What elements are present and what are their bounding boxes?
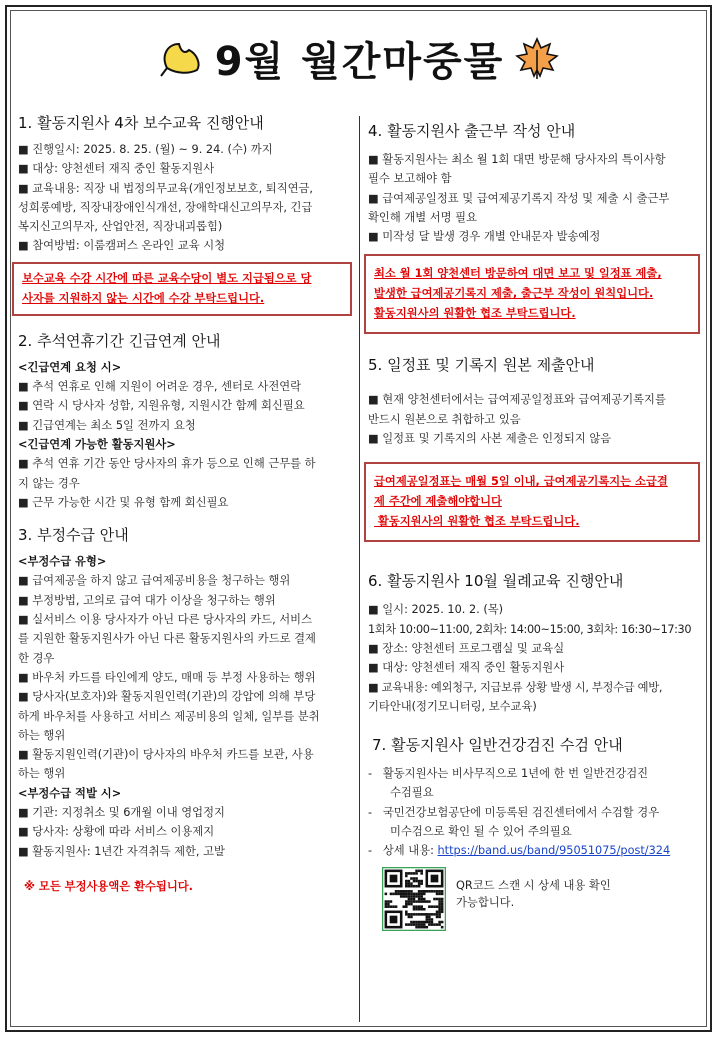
maple-leaf-icon [514, 36, 560, 80]
sec4-line: ■ 활동지원사는 최소 월 1회 대면 방문해 당사자의 특이사항 [368, 153, 666, 166]
qr-caption-line: QR코드 스캔 시 상세 내용 확인 [456, 878, 611, 892]
sec3-line: ■ 급여제공을 하지 않고 급여제공비용을 청구하는 행위 [18, 574, 291, 588]
sec3-line: ■ 부정방법, 고의로 급여 대가 이상을 청구하는 행위 [18, 593, 276, 607]
qr-code-icon[interactable] [382, 867, 446, 931]
sec3-line: 하는 행위 [18, 728, 66, 742]
sec5-callout-line: 급여제공일정표는 매월 5일 이내, 급여제공기록지는 소급결 [374, 475, 668, 489]
right-column [368, 120, 700, 931]
section-7 [368, 734, 700, 930]
section-6-title: 6. 활동지원사 10월 월례교육 진행안내 [368, 572, 624, 591]
sec7-item: - 활동지원사는 비사무직으로 1년에 한 번 일반건강검진 [368, 767, 649, 781]
sec5-line: 반드시 원본으로 취합하고 있음 [368, 412, 521, 426]
qr-caption [456, 877, 611, 911]
title-text: 9월 월간마중물 [214, 38, 505, 85]
sec2-line: 지 않는 경우 [18, 476, 80, 490]
sec5-line: ■ 일정표 및 기록지의 사본 제출은 인정되지 않음 [368, 432, 612, 446]
sec2-line: ■ 근무 가능한 시간 및 유형 함께 회신필요 [18, 495, 229, 509]
sec7-item: - 국민건강보험공단에 미등록된 검진센터에서 수검할 경우 [368, 805, 660, 819]
section-3 [18, 524, 352, 897]
sec3-line: 하게 바우처를 사용하고 서비스 제공비용의 일체, 일부를 분취 [18, 709, 320, 723]
sec3-line: 를 지원한 활동지원사가 아닌 다른 활동지원사의 카드로 결제 [18, 632, 316, 646]
sec6-line: ■ 대상: 양천센터 재직 중인 활동지원사 [368, 661, 565, 675]
sec6-line: ■ 장소: 양천센터 프로그램실 및 교육실 [368, 641, 565, 655]
sec4-callout-line: 최소 월 1회 양천센터 방문하여 대면 보고 및 일정표 제출, [374, 267, 662, 281]
sec3-line: ■ 활동지원인력(기관)이 당사자의 바우처 카드를 보관, 사용 [18, 748, 314, 762]
sec6-line: 기타안내(정기모니터링, 보수교육) [368, 699, 537, 713]
sec4-line: 확인해 개별 서명 필요 [368, 210, 477, 224]
section-6 [368, 570, 700, 716]
left-column [18, 112, 352, 897]
sec5-callout-line: 활동지원사의 원활한 협조 부탁드립니다. [374, 515, 580, 529]
sec2-line: ■ 긴급연계는 최소 5일 전까지 요청 [18, 418, 196, 432]
sec1-line: 성희롱예방, 직장내장애인식개선, 장애학대신고의무자, 긴급 [18, 200, 313, 214]
sec1-line: ■ 진행일시: 2025. 8. 25. (월) ~ 9. 24. (수) 까지 [18, 143, 273, 156]
qr-caption-line: 가능합니다. [456, 895, 515, 909]
sec3-line: ■ 당사자: 상황에 따라 서비스 이용제지 [18, 825, 215, 839]
sec4-callout-line: 발생한 급여제공기록지 제출, 출근부 작성이 원칙입니다. [374, 287, 654, 301]
sec1-callout [12, 262, 352, 316]
sec5-line: ■ 현재 양천센터에서는 급여제공일정표와 급여제공기록지를 [368, 393, 666, 407]
qr-row [382, 867, 700, 931]
sec3-subheading: <부정수급 적발 시> [18, 786, 122, 800]
sec5-callout-line: 제 주간에 제출해야합니다 [374, 495, 502, 509]
ginkgo-leaf-icon [159, 38, 205, 78]
sec2-subheading: <긴급연계 가능한 활동지원사> [18, 437, 176, 451]
sec1-line: 복지신고의무자, 산업안전, 직장내괴롭힘) [18, 220, 223, 234]
sec3-refund-note: ※ 모든 부정사용액은 환수됩니다. [24, 879, 193, 893]
sec2-line: ■ 추석 연휴로 인해 지원이 어려운 경우, 센터로 사전연락 [18, 380, 302, 394]
section-4-title: 4. 활동지원사 출근부 작성 안내 [368, 122, 576, 140]
sec7-item [368, 841, 700, 860]
sec2-subheading: <긴급연계 요청 시> [18, 360, 122, 374]
sec1-callout-line: 사자를 지원하지 않는 시간에 수강 부탁드립니다. [22, 291, 265, 305]
sec4-line: 필수 보고해야 함 [368, 172, 452, 186]
sec6-line: 1회차 10:00~11:00, 2회차: 14:00~15:00, 3회차: 16:30~17:30 [368, 622, 692, 636]
sec5-callout [364, 462, 700, 542]
band-post-link[interactable]: https://band.us/band/95051075/post/324 [437, 844, 671, 858]
sec3-line: 한 경우 [18, 651, 55, 665]
sec7-item: 수검필요 [390, 786, 434, 800]
sec3-line: ■ 바우처 카드를 타인에게 양도, 매매 등 부정 사용하는 행위 [18, 670, 316, 684]
section-2 [18, 330, 352, 512]
section-2-title: 2. 추석연휴기간 긴급연계 안내 [18, 331, 221, 350]
sec3-line: 하는 행위 [18, 767, 66, 781]
sec3-subheading: <부정수급 유형> [18, 555, 107, 569]
sec7-detail-label: - 상세 내용: [368, 844, 438, 858]
sec3-line: ■ 활동지원사: 1년간 자격취득 제한, 고발 [18, 844, 225, 858]
sec4-line: ■ 미작성 달 발생 경우 개별 안내문자 발송예정 [368, 230, 601, 244]
sec2-line: ■ 추석 연휴 기간 동안 당사자의 휴가 등으로 인해 근무를 하 [18, 457, 316, 471]
section-5 [368, 354, 700, 542]
column-divider [359, 116, 360, 1022]
sec4-callout-line: 활동지원사의 원활한 협조 부탁드립니다. [374, 307, 576, 321]
sec4-callout [364, 254, 700, 334]
sec4-line: ■ 급여제공일정표 및 급여제공기록지 작성 및 제출 시 출근부 [368, 191, 670, 205]
section-4 [368, 120, 700, 334]
sec1-line: ■ 대상: 양천센터 재직 중인 활동지원사 [18, 162, 215, 176]
sec1-line: ■ 참여방법: 이룸캠퍼스 온라인 교육 시청 [18, 239, 226, 253]
section-1-title: 1. 활동지원사 4차 보수교육 진행안내 [18, 114, 264, 132]
sec1-line: ■ 교육내용: 직장 내 법정의무교육(개인정보보호, 퇴직연금, [18, 181, 314, 195]
sec3-line: ■ 당사자(보호자)와 활동지원인력(기관)의 강압에 의해 부당 [18, 690, 316, 704]
section-5-title: 5. 일정표 및 기록지 원본 제출안내 [368, 356, 595, 375]
sec3-line: ■ 실서비스 이용 당사자가 아닌 다른 당사자의 카드, 서비스 [18, 613, 312, 627]
sec7-item: 미수검으로 확인 될 수 있어 주의필요 [390, 825, 572, 839]
sec1-callout-line: 보수교육 수강 시간에 따른 교육수당이 별도 지급됨으로 당 [22, 271, 312, 285]
newsletter-title [0, 28, 719, 88]
section-1 [18, 112, 352, 316]
sec6-line: ■ 교육내용: 예외청구, 지급보류 상황 발생 시, 부정수급 예방, [368, 680, 663, 694]
sec2-line: ■ 연락 시 당사자 성함, 지원유형, 지원시간 함께 회신필요 [18, 399, 305, 413]
section-7-title: 7. 활동지원사 일반건강검진 수검 안내 [372, 736, 623, 755]
sec3-line: ■ 기관: 지정취소 및 6개월 이내 영업정지 [18, 806, 225, 820]
sec6-line: ■ 일시: 2025. 10. 2. (목) [368, 603, 504, 617]
section-3-title: 3. 부정수급 안내 [18, 526, 129, 545]
